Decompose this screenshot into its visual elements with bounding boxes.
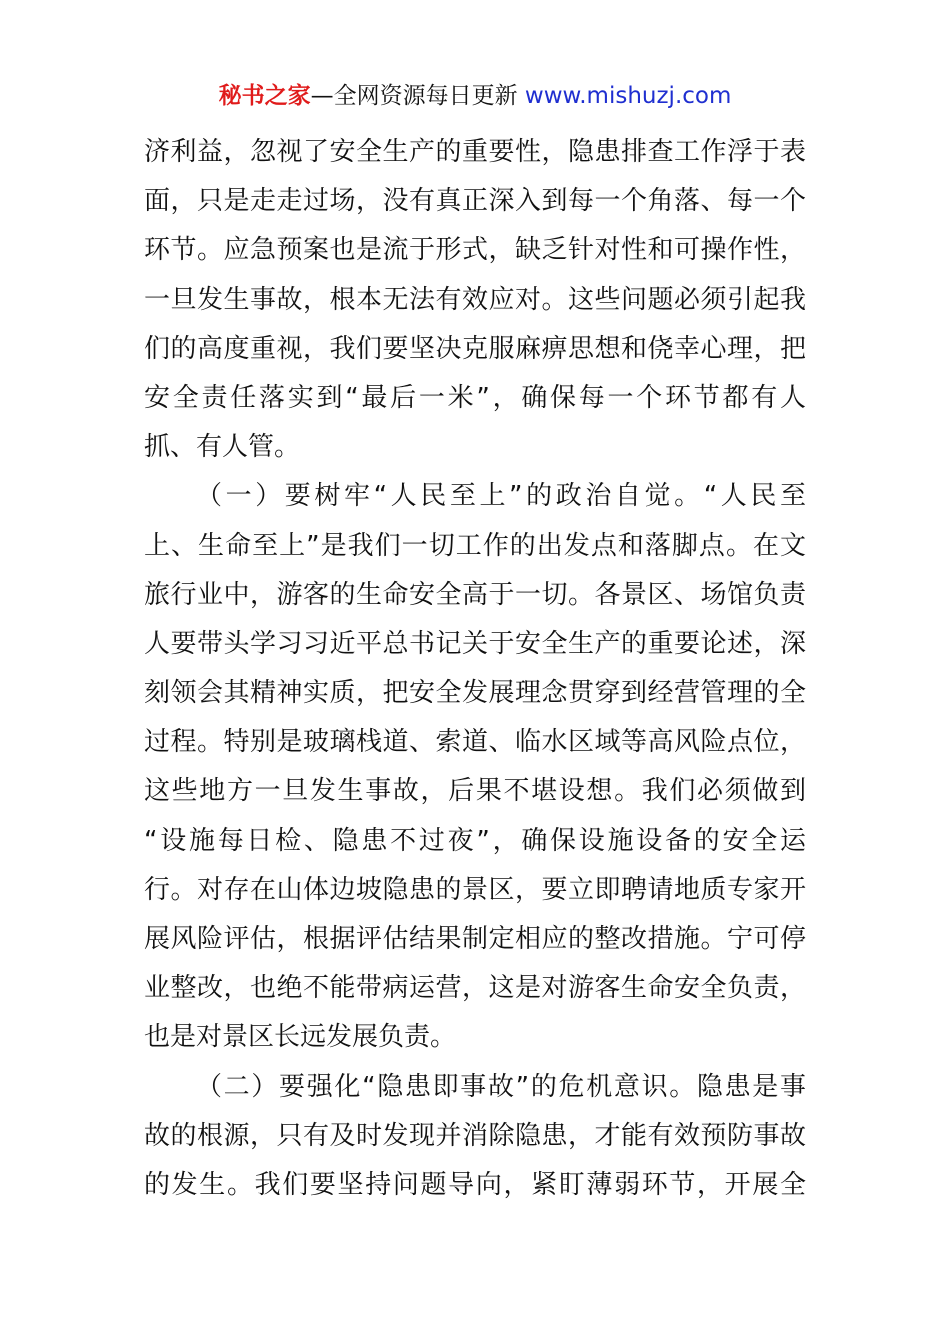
body-line: 济利益，忽视了安全生产的重要性，隐患排查工作浮于表	[144, 137, 806, 167]
body-line: 行。对存在山体边坡隐患的景区，要立即聘请地质专家开	[144, 874, 806, 905]
body-line: 安全责任落实到“最后一米”，确保每一个环节都有人	[144, 382, 806, 413]
body-line: 展风险评估，根据评估结果制定相应的整改措施。宁可停	[144, 924, 806, 954]
body-line: 的发生。我们要坚持问题导向，紧盯薄弱环节，开展全	[144, 1169, 806, 1200]
body-line: 人要带头学习习近平总书记关于安全生产的重要论述，深	[144, 628, 806, 659]
body-line: “设施每日检、隐患不过夜”，确保设施设备的安全运	[144, 825, 806, 856]
body-line: 业整改，也绝不能带病运营，这是对游客生命安全负责，	[144, 973, 806, 1004]
header-url-link[interactable]: www.mishuzj.com	[524, 83, 732, 109]
body-line: 上、生命至上”是我们一切工作的出发点和落脚点。在文	[144, 530, 806, 561]
body-line: 这些地方一旦发生事故，后果不堪设想。我们必须做到	[144, 776, 806, 807]
body-line: 环节。应急预案也是流于形式，缺乏针对性和可操作性，	[144, 235, 806, 266]
body-line: 们的高度重视，我们要坚决克服麻痹思想和侥幸心理，把	[144, 333, 806, 364]
body-line: 旅行业中，游客的生命安全高于一切。各景区、场馆负责	[144, 579, 806, 610]
page-header	[0, 80, 950, 112]
body-line: 抓、有人管。	[144, 432, 301, 463]
section-heading-line: （二）要强化“隐患即事故”的危机意识。隐患是事	[196, 1071, 806, 1102]
body-line: 过程。特别是玻璃栈道、索道、临水区域等高风险点位，	[144, 727, 806, 758]
document-body	[144, 128, 806, 1210]
body-line: 面，只是走走过场，没有真正深入到每一个角落、每一个	[144, 186, 806, 217]
body-line: 一旦发生事故，根本无法有效应对。这些问题必须引起我	[144, 284, 806, 315]
header-brand: 秘书之家	[218, 83, 311, 109]
header-tagline: —全网资源每日更新	[310, 83, 518, 109]
body-line: 刻领会其精神实质，把安全发展理念贯穿到经营管理的全	[144, 678, 806, 709]
body-line: 故的根源，只有及时发现并消除隐患，才能有效预防事故	[144, 1120, 806, 1151]
body-line: 也是对景区长远发展负责。	[144, 1022, 457, 1053]
section-heading-line: （一）要树牢“人民至上”的政治自觉。“人民至	[196, 481, 806, 512]
